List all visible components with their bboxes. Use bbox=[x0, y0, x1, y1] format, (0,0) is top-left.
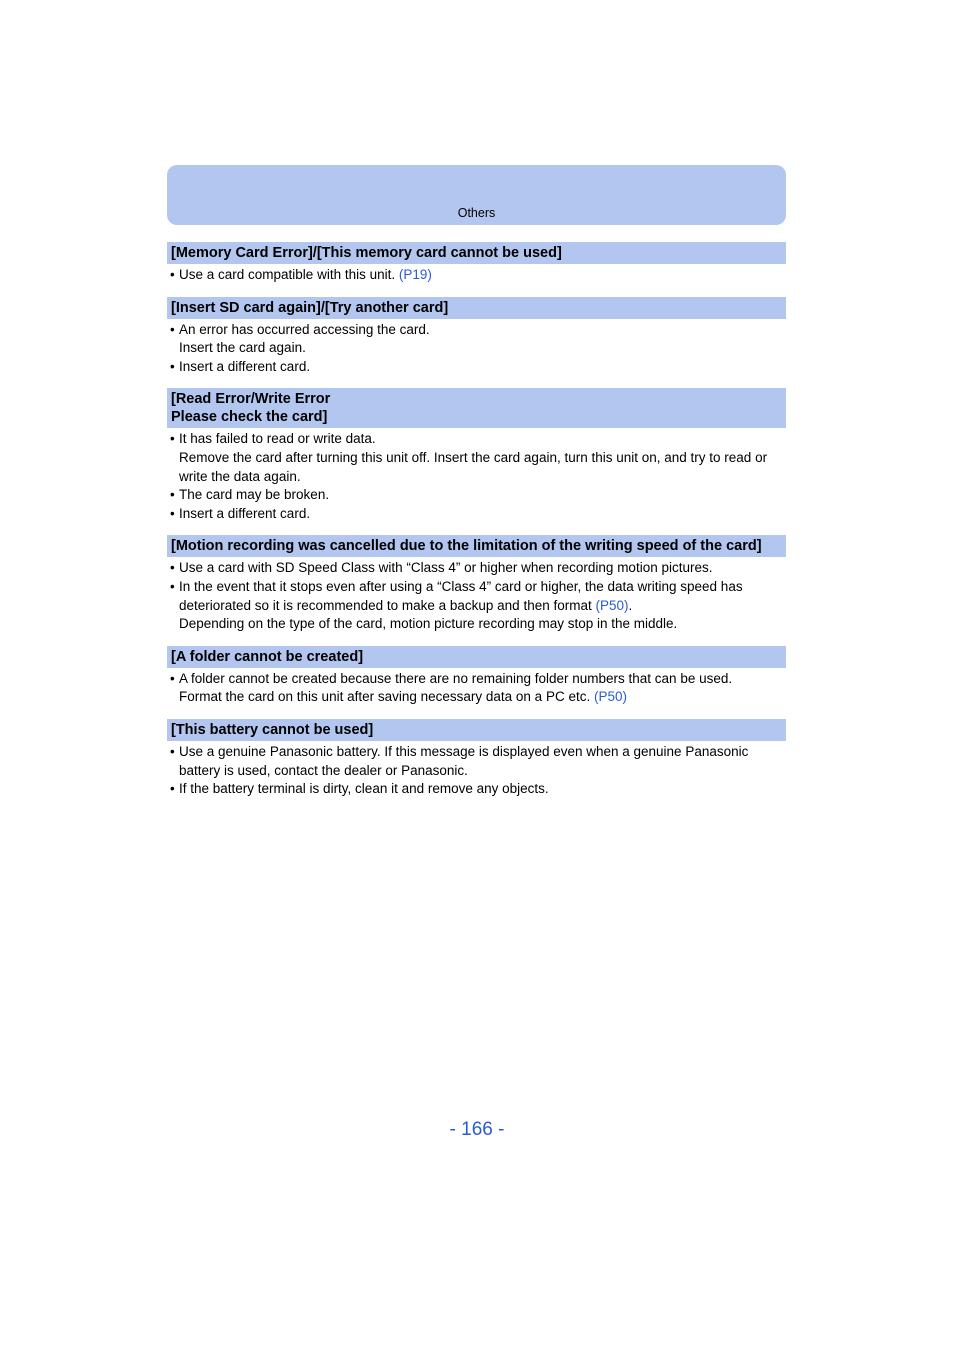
item-text-line bbox=[179, 468, 786, 487]
item-text: Use a card with SD Speed Class with “Class 4” or higher when recording motion pictures. bbox=[179, 560, 713, 576]
list-item bbox=[167, 430, 786, 486]
list-item bbox=[167, 505, 786, 524]
item-text-line bbox=[179, 559, 786, 578]
item-text-line bbox=[179, 505, 786, 524]
section-heading bbox=[167, 646, 786, 668]
item-text-line bbox=[179, 486, 786, 505]
item-text: battery is used, contact the dealer or Panasonic. bbox=[179, 762, 468, 778]
item-text-line bbox=[179, 449, 786, 468]
item-text: Format the card on this unit after saving necessary data on a PC etc. bbox=[179, 689, 594, 705]
item-text: write the data again. bbox=[179, 468, 301, 484]
item-text-line bbox=[179, 762, 786, 781]
section-heading bbox=[167, 388, 786, 428]
bullet-icon: • bbox=[170, 431, 175, 447]
chapter-header-banner bbox=[167, 165, 786, 225]
list-item bbox=[167, 266, 786, 285]
section-body bbox=[167, 428, 786, 535]
item-text-line bbox=[179, 578, 786, 597]
bullet-icon: • bbox=[170, 743, 175, 759]
section-body bbox=[167, 319, 786, 389]
bullet-icon: • bbox=[170, 560, 175, 576]
item-text: Depending on the type of the card, motion picture recording may stop in the middle. bbox=[179, 616, 678, 632]
list-item bbox=[167, 743, 786, 780]
section-heading-line: [This battery cannot be used] bbox=[171, 721, 374, 738]
chapter-title: Others bbox=[457, 206, 496, 220]
item-text: Use a genuine Panasonic battery. If this message is displayed even when a genuine Panasonic bbox=[179, 743, 749, 759]
section-heading-line: [Memory Card Error]/[This memory card cannot be used] bbox=[171, 245, 562, 261]
item-text: In the event that it stops even after using a “Class 4” card or higher, the data writing speed has bbox=[179, 578, 743, 594]
section-heading bbox=[167, 719, 786, 741]
item-text-line bbox=[179, 780, 786, 799]
section-heading-line: [A folder cannot be created] bbox=[171, 648, 364, 665]
item-text-suffix: . bbox=[628, 597, 633, 613]
item-text: It has failed to read or write data. bbox=[179, 431, 376, 447]
section-body bbox=[167, 741, 786, 811]
item-text: Insert the card again. bbox=[179, 340, 306, 356]
section-heading-line: Please check the card] bbox=[171, 409, 328, 426]
item-text: A folder cannot be created because there are no remaining folder numbers that can be used. bbox=[179, 670, 733, 686]
item-text: If the battery terminal is dirty, clean it and remove any objects. bbox=[179, 781, 549, 797]
item-text-line bbox=[179, 430, 786, 449]
item-text-line bbox=[179, 339, 786, 358]
list-item bbox=[167, 780, 786, 799]
bullet-icon: • bbox=[170, 487, 175, 503]
item-text-line bbox=[179, 743, 786, 762]
item-text: The card may be broken. bbox=[179, 487, 330, 503]
bullet-icon: • bbox=[170, 505, 175, 521]
item-text-line bbox=[179, 688, 786, 707]
section-heading bbox=[167, 297, 786, 319]
bullet-icon: • bbox=[170, 267, 175, 282]
list-item bbox=[167, 578, 786, 634]
item-text: Use a card compatible with this unit. bbox=[179, 267, 399, 282]
list-item bbox=[167, 321, 786, 358]
section-heading-line: [Read Error/Write Error bbox=[171, 391, 331, 408]
bullet-icon: • bbox=[170, 781, 175, 797]
section-body bbox=[167, 264, 786, 297]
item-text: Insert a different card. bbox=[179, 505, 311, 521]
item-text-line bbox=[179, 321, 786, 340]
page-reference-link[interactable]: (P19) bbox=[398, 267, 432, 282]
list-item bbox=[167, 486, 786, 505]
list-item bbox=[167, 670, 786, 707]
list-item bbox=[167, 358, 786, 377]
page-reference-link[interactable]: (P50) bbox=[595, 597, 629, 613]
section-body bbox=[167, 668, 786, 719]
section-heading-line: [Insert SD card again]/[Try another card] bbox=[171, 299, 449, 316]
bullet-icon: • bbox=[170, 358, 175, 374]
item-text-line bbox=[179, 266, 786, 285]
item-text: deteriorated so it is recommended to make a backup and then format bbox=[179, 597, 596, 613]
item-text: An error has occurred accessing the card. bbox=[179, 321, 430, 337]
item-text: Insert a different card. bbox=[179, 358, 311, 374]
section-heading bbox=[167, 535, 786, 557]
bullet-icon: • bbox=[170, 670, 175, 686]
item-text-line bbox=[179, 615, 786, 634]
item-text-line bbox=[179, 358, 786, 377]
page-number: - 166 - bbox=[449, 1119, 505, 1140]
section-heading bbox=[167, 242, 786, 264]
item-text: Remove the card after turning this unit off. Insert the card again, turn this unit on, and try to read or bbox=[179, 449, 768, 465]
item-text-line bbox=[179, 670, 786, 689]
section-body bbox=[167, 557, 786, 645]
error-message-list bbox=[167, 242, 786, 811]
bullet-icon: • bbox=[170, 321, 175, 337]
list-item bbox=[167, 559, 786, 578]
section-heading-line: [Motion recording was cancelled due to the limitation of the writing speed of the card] bbox=[171, 538, 762, 555]
bullet-icon: • bbox=[170, 578, 175, 594]
item-text-line bbox=[179, 597, 786, 616]
page-reference-link[interactable]: (P50) bbox=[593, 689, 627, 705]
